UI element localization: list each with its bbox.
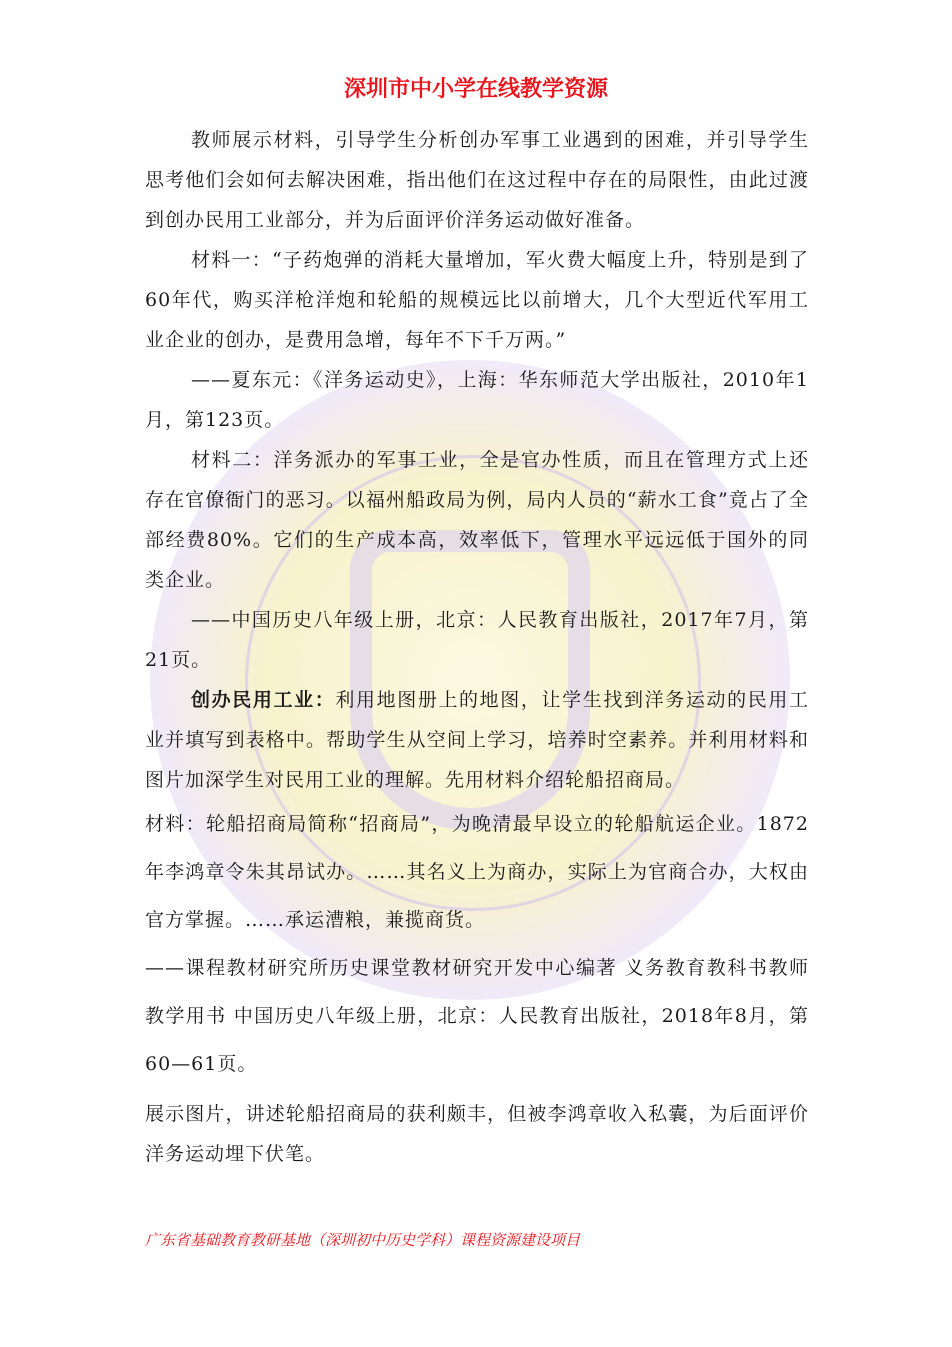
section-text: 利用地图册上的地图，让学生找到洋务运动的民用工业并填写到表格中。帮助学生从空间上学习，培养时空素养。并利用材料和图片加深学生对民用工业的理解。先用材料介绍轮船招商局。 <box>145 689 809 791</box>
document-body <box>145 120 809 1174</box>
paragraph-material-two: 材料二：洋务派办的军事工业，全是官办性质，而且在管理方式上还存在官僚衙门的恶习。以福州船政局为例，局内人员的“薪水工食”竟占了全部经费80%。它们的生产成本高，效率低下，管理水平远远低于国外的同类企业。 <box>145 449 809 591</box>
paragraph-intro: 教师展示材料，引导学生分析创办军事工业遇到的困难，并引导学生思考他们会如何去解决困难，指出他们在这过程中存在的局限性，由此过渡到创办民用工业部分，并为后面评价洋务运动做好准备。 <box>145 129 809 231</box>
paragraph-conclusion: 展示图片，讲述轮船招商局的获利颇丰，但被李鸿章收入私囊，为后面评价洋务运动埋下伏笔。 <box>145 1103 809 1165</box>
citation-three: ——课程教材研究所历史课堂教材研究开发中心编著 义务教育教科书教师教学用书 中国历史八年级上册，北京：人民教育出版社，2018年8月，第60—61页。 <box>145 957 809 1075</box>
section-heading: 创办民用工业： <box>191 689 336 711</box>
paragraph-civil-industry <box>145 680 809 800</box>
paragraph-material-one: 材料一：“子药炮弹的消耗大量增加，军火费大幅度上升，特别是到了60年代，购买洋枪洋炮和轮船的规模远比以前增大，几个大型近代军用工业企业的创办，是费用急增，每年不下千万两。” <box>145 249 809 351</box>
citation-one: ——夏东元：《洋务运动史》，上海：华东师范大学出版社，2010年1月，第123页。 <box>145 369 809 431</box>
footer-project-note: 广东省基础教育教研基地（深圳初中历史学科）课程资源建设项目 <box>145 1231 581 1249</box>
citation-two: ——中国历史八年级上册，北京：人民教育出版社，2017年7月，第21页。 <box>145 609 809 671</box>
paragraph-material-merchants: 材料：轮船招商局简称“招商局”，为晚清最早设立的轮船航运企业。1872年李鸿章令朱其昂试办。……其名义上为商办，实际上为官商合办，大权由官方掌握。……承运漕粮，兼揽商货。 <box>145 813 809 931</box>
page-title: 深圳市中小学在线教学资源 <box>343 77 608 102</box>
